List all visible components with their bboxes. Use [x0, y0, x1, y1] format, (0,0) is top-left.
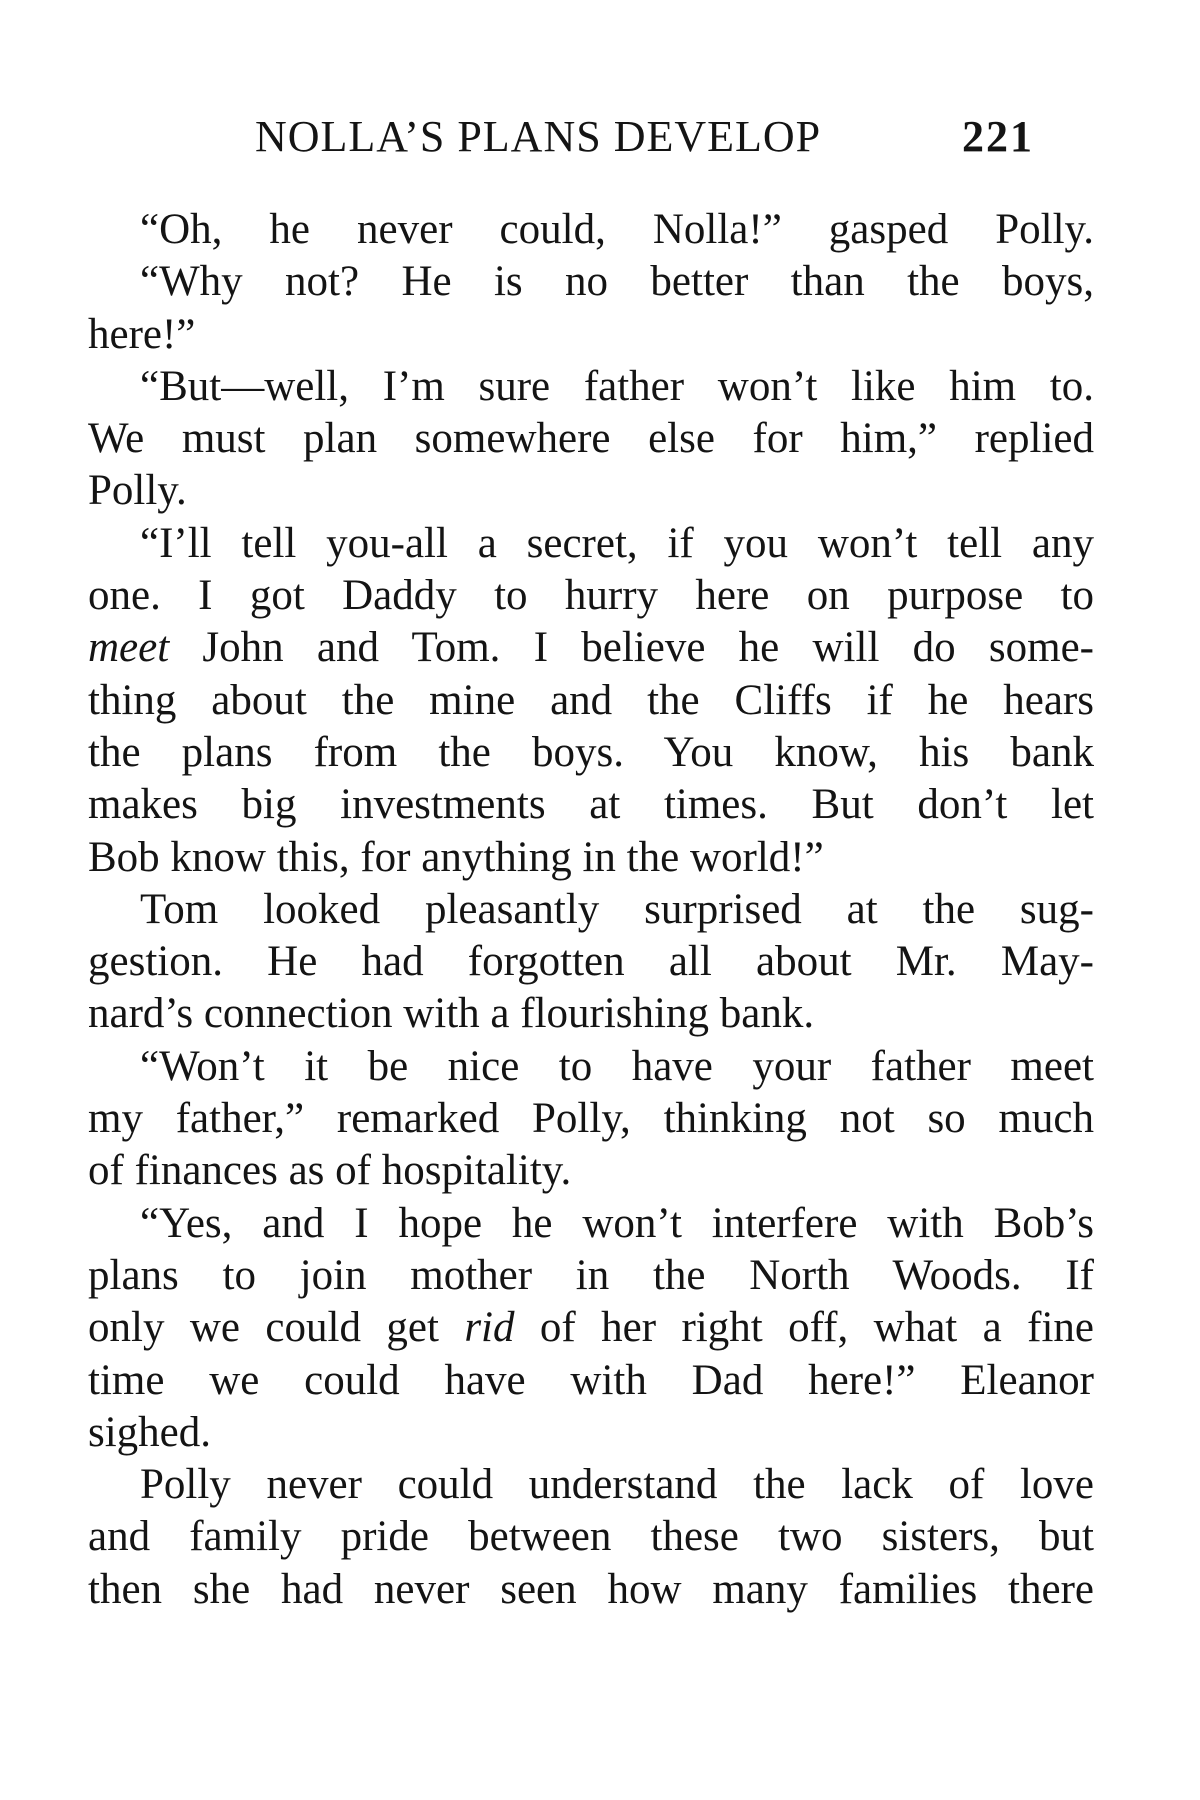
text-line: nard’s connection with a flourishing bank.: [88, 990, 815, 1038]
text-line: [88, 622, 1094, 674]
text-line: gestion. He had forgotten all about Mr. May-: [88, 938, 1094, 986]
text-line: “Yes, and I hope he won’t interfere with Bob’s: [140, 1199, 1094, 1247]
text-line: “Why not? He is no better than the boys,: [140, 258, 1094, 306]
text-segment: only we could get: [88, 1304, 465, 1352]
running-head-title: NOLLA’S PLANS DEVELOP: [255, 112, 822, 161]
italic-word: meet: [88, 624, 170, 672]
text-line: Polly.: [88, 467, 187, 515]
text-segment: John and Tom. I believe he will do some-: [169, 624, 1094, 672]
text-line: here!”: [88, 310, 196, 358]
running-head: [255, 112, 1095, 162]
italic-word: rid: [464, 1304, 515, 1352]
text-line: “Won’t it be nice to have your father meet: [140, 1042, 1094, 1090]
text-line: of finances as of hospitality.: [88, 1147, 572, 1195]
text-line: my father,” remarked Polly, thinking not so much: [88, 1095, 1094, 1143]
text-line: sighed.: [88, 1408, 212, 1456]
text-line: [88, 1302, 1094, 1354]
body-text: [88, 204, 1094, 1616]
text-line: makes big investments at times. But don’t let: [88, 781, 1094, 829]
text-line: “Oh, he never could, Nolla!” gasped Polly.: [140, 206, 1094, 253]
text-line: “But—well, I’m sure father won’t like him to.: [140, 362, 1094, 410]
text-line: Bob know this, for anything in the world!”: [88, 833, 824, 881]
page-number: 221: [962, 112, 1034, 161]
text-line: We must plan somewhere else for him,” replied: [88, 415, 1094, 463]
text-line: thing about the mine and the Cliffs if he hears: [88, 676, 1094, 724]
text-line: Tom looked pleasantly surprised at the sug-: [140, 885, 1094, 933]
text-line: Polly never could understand the lack of love: [140, 1461, 1094, 1509]
text-line: and family pride between these two sisters, but: [88, 1513, 1094, 1561]
text-line: “I’ll tell you-all a secret, if you won’t tell any: [140, 519, 1094, 567]
text-line: plans to join mother in the North Woods. If: [88, 1251, 1094, 1299]
text-line: then she had never seen how many families there: [88, 1565, 1094, 1613]
text-line: the plans from the boys. You know, his bank: [88, 728, 1094, 776]
text-line: one. I got Daddy to hurry here on purpose to: [88, 572, 1094, 620]
text-segment: of her right off, what a fine: [514, 1304, 1095, 1352]
text-line: time we could have with Dad here!” Eleanor: [88, 1356, 1094, 1404]
